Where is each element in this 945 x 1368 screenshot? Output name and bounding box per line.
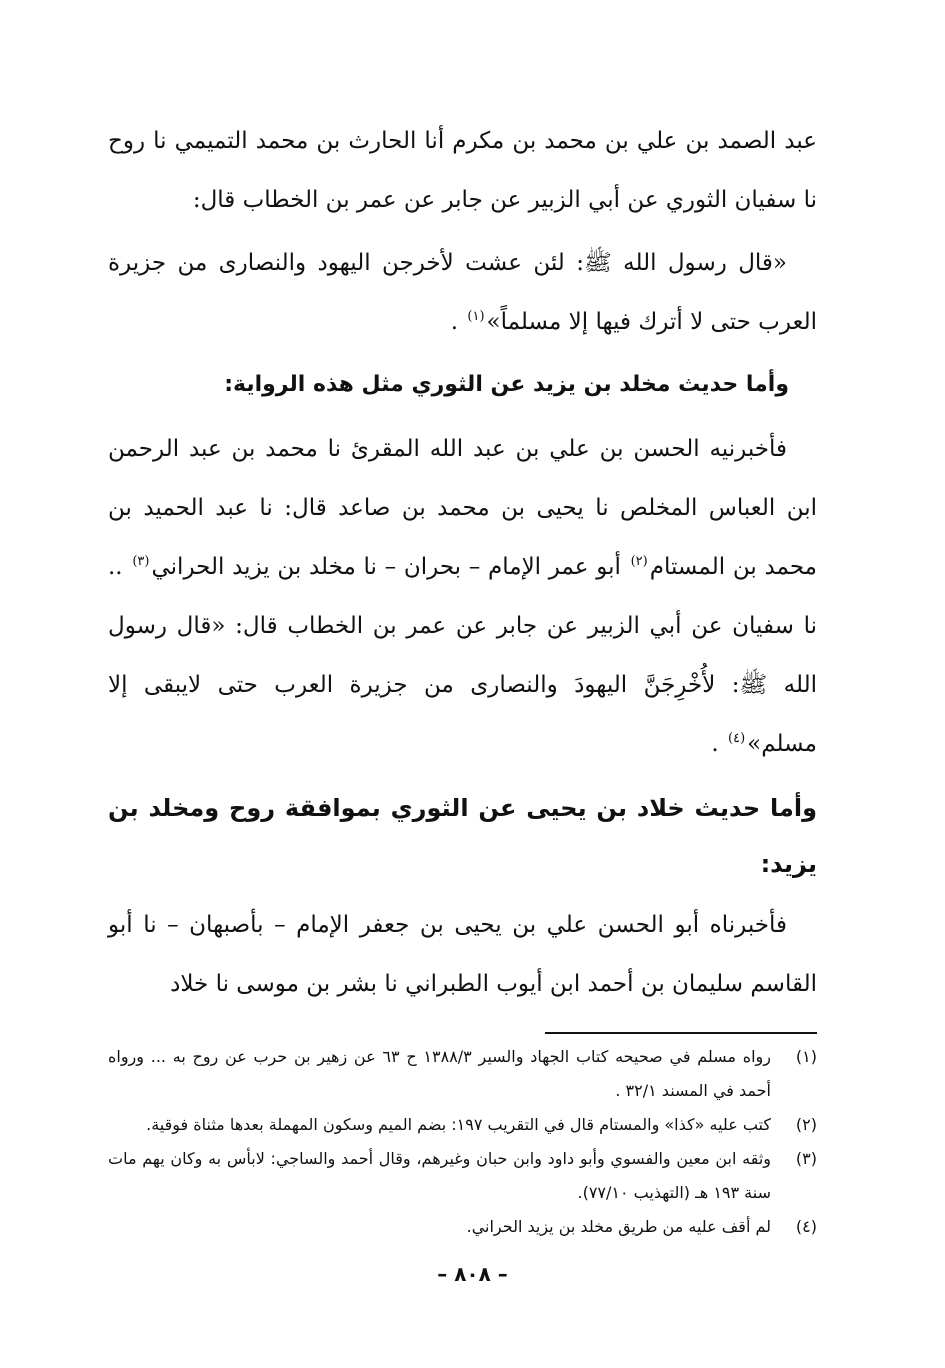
footnote-4 xyxy=(108,1210,817,1244)
page-body xyxy=(108,112,817,1368)
footnote-ref-2[interactable]: (٢) xyxy=(630,554,648,570)
paragraph-isnad-1: عبد الصمد بن علي بن محمد بن مكرم أنا الحارث بن محمد التميمي نا روح نا سفيان الثوري عن أبي الزبير عن جابر عن عمر بن الخطاب قال: xyxy=(108,128,817,213)
hadith-1-tail: . xyxy=(450,309,466,335)
footnote-1 xyxy=(108,1040,817,1108)
footnote-3 xyxy=(108,1142,817,1210)
isnad-2-part-a: فأخبرنيه الحسن بن علي بن عبد الله المقرئ نا محمد بن عبد الرحمن ابن العباس المخلص نا يحيى بن محمد بن صاعد قال: نا عبد الحميد بن محمد بن المستام xyxy=(108,436,817,580)
footnote-number: (٤) xyxy=(795,1217,817,1236)
isnad-2-part-b: أبو عمر الإمام – بحران – نا مخلد بن يزيد الحراني xyxy=(151,554,629,580)
paragraph-hadith-1 xyxy=(108,234,817,352)
footnote-text: لم أقف عليه من طريق مخلد بن يزيد الحراني. xyxy=(466,1217,771,1236)
footnote-ref-3[interactable]: (٣) xyxy=(132,554,150,570)
section-heading-khallad: وأما حديث خلاد بن يحيى عن الثوري بموافقة روح ومخلد بن يزيد: xyxy=(108,794,817,878)
footnote-number: (٢) xyxy=(795,1115,817,1134)
footnote-text: رواه مسلم في صحيحه كتاب الجهاد والسير ١٣٨٨/٣ ح ٦٣ عن زهير بن حرب عن روح به ... ورواه أحمد في المسند ٣٢/١ . xyxy=(108,1047,772,1100)
footnote-text: كتب عليه «كذا» والمستام قال في التقريب ١٩٧: بضم الميم وسكون المهملة بعدها مثناة فوقية. xyxy=(146,1115,771,1134)
paragraph-isnad-3: فأخبرناه أبو الحسن علي بن يحيى بن جعفر الإمام – بأصبهان – نا أبو القاسم سليمان بن أحمد ابن أيوب الطبراني نا بشر بن موسى نا خلاد xyxy=(108,912,817,997)
footnote-number: (١) xyxy=(795,1047,817,1066)
footnote-ref-1[interactable]: (١) xyxy=(467,309,485,325)
footnotes xyxy=(108,1040,817,1244)
isnad-2-tail: . xyxy=(711,731,727,757)
footnote-2 xyxy=(108,1108,817,1142)
footnote-number: (٣) xyxy=(795,1149,817,1168)
paragraph-isnad-2 xyxy=(108,420,817,774)
footnote-text: وثقه ابن معين والفسوي وأبو داود وابن حبان وغيرهم، وقال أحمد والساجي: لابأس به وكان يهم مات سنة ١٩٣ هـ (التهذيب ٧٧/١٠). xyxy=(108,1149,771,1202)
page-number: – ٨٠٨ – xyxy=(437,1262,508,1286)
isnad-2-part-c: .. نا سفيان عن أبي الزبير عن جابر عن عمر بن الخطاب قال: «قال رسول الله ﷺ: لأُخْرِجَنَّ اليهودَ والنصارى من جزيرة العرب حتى لايبقى إلا مسلم» xyxy=(108,554,817,757)
footnote-separator xyxy=(545,1032,817,1034)
footnote-ref-4[interactable]: (٤) xyxy=(728,731,746,747)
hadith-1-text: «قال رسول الله ﷺ: لئن عشت لأخرجن اليهود والنصارى من جزيرة العرب حتى لا أترك فيها إلا مسلماً» xyxy=(108,250,817,335)
section-heading-makhlad: وأما حديث مخلد بن يزيد عن الثوري مثل هذه الرواية: xyxy=(224,372,789,397)
